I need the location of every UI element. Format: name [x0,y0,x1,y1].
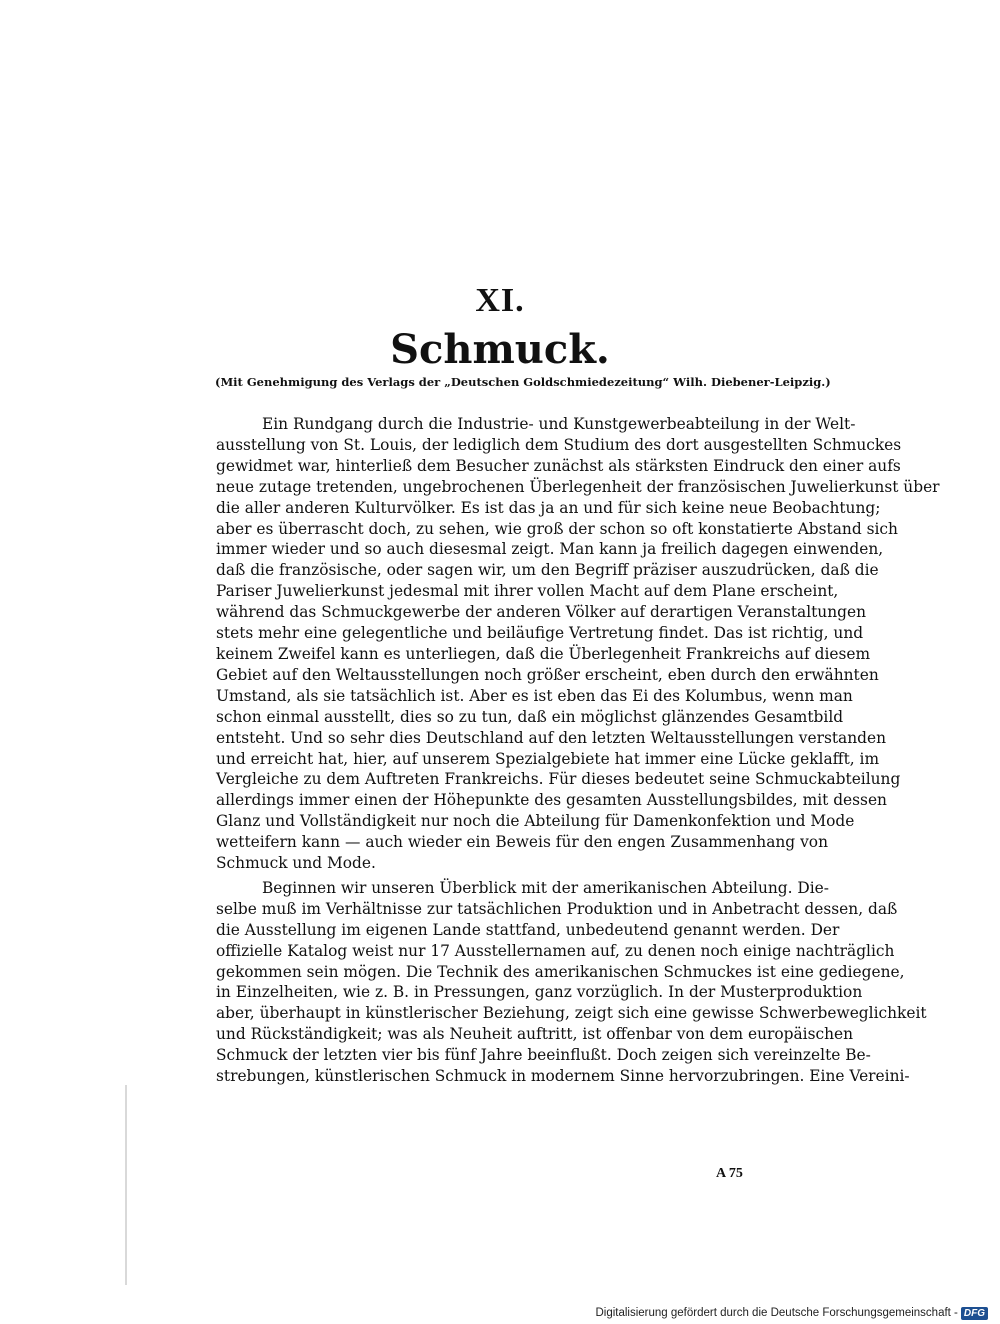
text-line: aber es überrascht doch, zu sehen, wie groß der schon so oft konstatierte Abstand sich [216,519,898,538]
text-line: aber, überhaupt in künstlerischer Beziehung, zeigt sich eine gewisse Schwerbeweglichkeit [216,1004,927,1023]
chapter-subtitle: (Mit Genehmigung des Verlags der „Deutschen Goldschmiedezeitung“ Wilh. Diebener-Leipzig.) [215,375,831,389]
paragraph-1 [216,414,940,874]
footer-bar [595,1305,988,1321]
text-line: die aller anderen Kulturvölker. Es ist das ja an und für sich keine neue Beobachtung; [216,498,881,517]
text-line: gewidmet war, hinterließ dem Besucher zunächst als stärksten Eindruck den einer aufs [216,456,901,475]
text-line: strebungen, künstlerischen Schmuck in modernem Sinne hervorzubringen. Eine Vereini- [216,1067,910,1086]
text-line: Schmuck und Mode. [216,854,376,873]
text-line: Schmuck der letzten vier bis fünf Jahre beeinflußt. Doch zeigen sich vereinzelte Be- [216,1046,871,1065]
text-line: in Einzelheiten, wie z. B. in Pressungen, ganz vorzüglich. In der Musterproduktion [216,983,863,1002]
text-line: schon einmal ausstellt, dies so zu tun, daß ein möglichst glänzendes Gesamtbild [216,707,844,726]
text-line: wetteifern kann — auch wieder ein Beweis für den engen Zusammenhang von [216,833,828,852]
chapter-title: Schmuck. [390,326,610,373]
body-text [216,414,940,1087]
funding-credit: Digitalisierung gefördert durch die Deutsche Forschungsgemeinschaft - [595,1307,958,1319]
text-line: gekommen sein mögen. Die Technik des amerikanischen Schmuckes ist eine gediegene, [216,962,905,981]
text-line: Beginnen wir unseren Überblick mit der amerikanischen Abteilung. Die- [262,878,829,897]
text-line: Glanz und Vollständigkeit nur noch die Abteilung für Damenkonfektion und Mode [216,812,855,831]
text-line: neue zutage tretenden, ungebrochenen Überlegenheit der französischen Juwelierkunst über [216,477,940,496]
text-line: entsteht. Und so sehr dies Deutschland auf den letzten Weltausstellungen verstanden [216,728,886,747]
text-line: keinem Zweifel kann es unterliegen, daß die Überlegenheit Frankreichs auf diesem [216,644,871,663]
text-line: während das Schmuckgewerbe der anderen Völker auf derartigen Veranstaltungen [216,603,866,622]
text-line: offizielle Katalog weist nur 17 Ausstellernamen auf, zu denen noch einige nachträglich [216,941,895,960]
page-edge-line [125,1085,127,1285]
text-line: Pariser Juwelierkunst jedesmal mit ihrer vollen Macht auf dem Plane erscheint, [216,582,839,601]
text-line: Ein Rundgang durch die Industrie- und Kunstgewerbeabteilung in der Welt- [262,415,856,433]
text-line: Vergleiche zu dem Auftreten Frankreichs. Für dieses bedeutet seine Schmuckabteilung [216,770,901,789]
text-line: und erreicht hat, hier, auf unserem Spezialgebiete hat immer eine Lücke geklafft, im [216,749,880,768]
text-line: und Rückständigkeit; was als Neuheit auftritt, ist offenbar von dem europäischen [216,1025,854,1044]
dfg-logo-icon[interactable]: DFG [961,1307,988,1320]
text-line: Umstand, als sie tatsächlich ist. Aber es ist eben das Ei des Kolumbus, wenn man [216,686,853,705]
chapter-number: XI. [475,282,525,319]
text-line: die Ausstellung im eigenen Lande stattfand, unbedeutend genannt werden. Der [216,920,840,939]
text-line: ausstellung von St. Louis, der lediglich dem Studium des dort ausgestellten Schmuckes [216,435,902,454]
text-line: Gebiet auf den Weltausstellungen noch größer erscheint, eben durch den erwähnten [216,665,879,684]
text-line: daß die französische, oder sagen wir, um den Begriff präziser auszudrücken, daß die [216,561,879,580]
paragraph-2 [216,878,927,1087]
text-line: selbe muß im Verhältnisse zur tatsächlichen Produktion und in Anbetracht dessen, daß [216,899,898,918]
page-marker: A 75 [716,1166,743,1181]
text-line: immer wieder und so auch diesesmal zeigt. Man kann ja freilich dagegen einwenden, [216,540,884,559]
text-line: allerdings immer einen der Höhepunkte des gesamten Ausstellungsbildes, mit dessen [216,791,887,810]
text-line: stets mehr eine gelegentliche und beiläufige Vertretung findet. Das ist richtig, und [216,624,864,643]
